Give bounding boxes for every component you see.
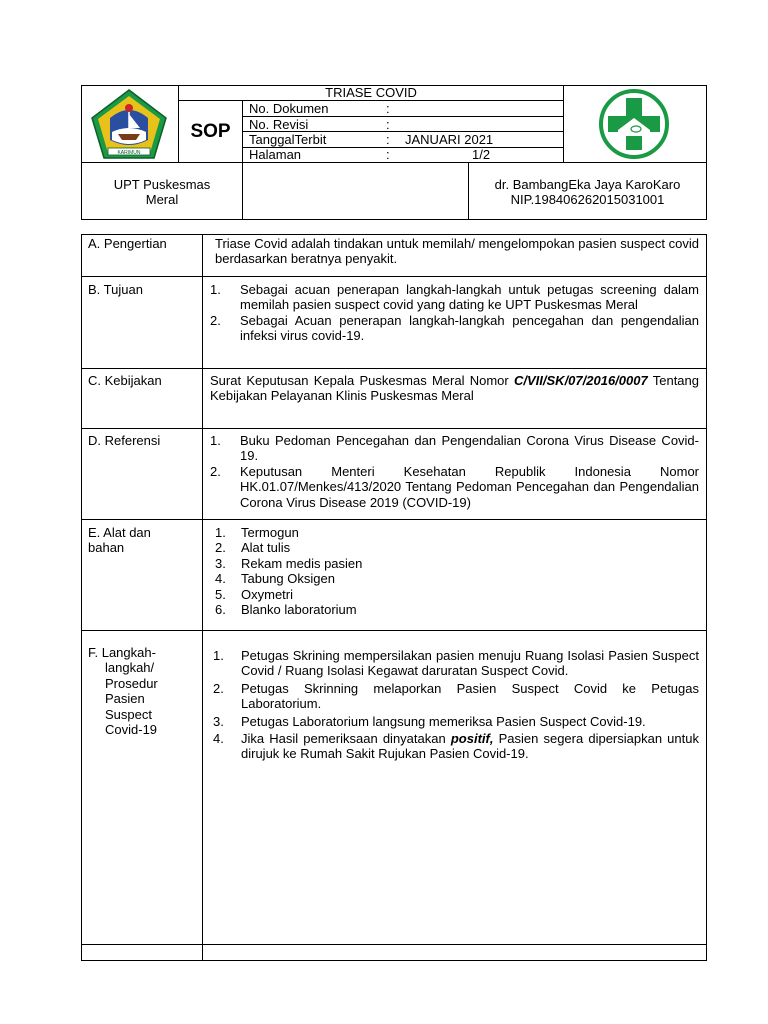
list-item: 4. Tabung Oksigen xyxy=(215,571,335,587)
section-a-text: Triase Covid adalah tindakan untuk memilah/ mengelompokan pasien suspect covid berdasarkan beratnya penyakit. xyxy=(215,236,699,267)
org-name-line2: Meral xyxy=(145,192,179,207)
puskesmas-logo xyxy=(596,88,672,160)
org-name-line1: UPT Puskesmas xyxy=(113,177,211,192)
svg-text:KARIMUN: KARIMUN xyxy=(117,150,141,156)
section-f-list xyxy=(213,648,699,762)
document-title: TRIASE COVID xyxy=(325,85,417,100)
list-item: 2. Alat tulis xyxy=(215,540,291,556)
issue-date-value: JANUARI 2021 xyxy=(405,132,494,147)
section-d-list xyxy=(210,433,699,510)
list-item: 3. Petugas Laboratorium langsung memeriksa Pasien Suspect Covid-19. xyxy=(213,713,646,729)
list-item: 3. Rekam medis pasien xyxy=(215,555,363,571)
list-item: 1. Termogun xyxy=(215,525,299,540)
head-name: dr. BambangEka Jaya KaroKaro xyxy=(494,177,681,192)
revision-label: No. Revisi xyxy=(249,117,309,132)
positive-keyword: positif, xyxy=(450,731,494,747)
section-f-label: F. Langkah- langkah/ Prosedur Pasien Suspect Covid-19 xyxy=(88,645,158,738)
doc-number-label: No. Dokumen xyxy=(249,101,329,116)
list-item: 2. Sebagai Acuan penerapan langkah-langkah pencegahan dan pengendalian infeksi virus covid-19. xyxy=(210,312,699,344)
section-b-label: B. Tujuan xyxy=(88,282,143,297)
section-e-label: E. Alat dan bahan xyxy=(88,525,151,556)
org-name xyxy=(82,177,242,207)
list-item: 2. Keputusan Menteri Kesehatan Republik Indonesia Nomor HK.01.07/Menkes/413/2020 Tentang Pedoman Pencegahan dan Pengendalian Corona Virus Disease 2019 (COVID-19) xyxy=(210,463,699,510)
section-d-label: D. Referensi xyxy=(88,433,161,448)
head-nip: NIP.198406262015031001 xyxy=(510,192,665,207)
list-item: 4. Jika Hasil pemeriksaan dinyatakan positif, Pasien segera dipersiapkan untuk dirujuk ke Rumah Sakit Rujukan Pasien Covid-19. xyxy=(213,731,699,762)
issue-date-label: TanggalTerbit xyxy=(249,132,327,147)
doc-number-sep: : xyxy=(386,101,390,116)
regency-emblem-logo xyxy=(88,88,170,160)
page-sep: : xyxy=(386,147,390,162)
list-item: 5. Oxymetri xyxy=(215,586,293,602)
decree-number: C/VII/SK/07/2016/0007 xyxy=(514,373,648,388)
section-c-text: Surat Keputusan Kepala Puskesmas Meral Nomor C/VII/SK/07/2016/0007 Tentang Kebijakan Pelayanan Klinis Puskesmas Meral xyxy=(210,373,699,404)
list-item: 1. Petugas Skrining mempersilakan pasien menuju Ruang Isolasi Pasien Suspect Covid / Ruang Isolasi Kegawat daruratan Suspect Covid. xyxy=(213,648,699,679)
issue-date-sep: : xyxy=(386,132,390,147)
list-item: 1. Sebagai acuan penerapan langkah-langkah untuk petugas screening dalam memilah pasien suspect covid yang dating ke UPT Puskesmas Meral xyxy=(210,282,699,313)
section-a-label: A. Pengertian xyxy=(88,236,167,251)
list-item: 1. Buku Pedoman Pencegahan dan Pengendalian Corona Virus Disease Covid-19. xyxy=(210,433,699,464)
section-c-label: C. Kebijakan xyxy=(88,373,162,388)
sop-label: SOP xyxy=(190,121,231,142)
list-item: 6. Blanko laboratorium xyxy=(215,602,357,618)
page-value: 1/2 xyxy=(472,147,491,162)
head-of-center xyxy=(469,177,706,207)
revision-sep: : xyxy=(386,117,390,132)
list-item: 2. Petugas Skrinning melaporkan Pasien Suspect Covid ke Petugas Laboratorium. xyxy=(213,680,699,712)
section-b-list xyxy=(210,282,699,344)
section-e-list xyxy=(215,525,699,617)
page-label: Halaman xyxy=(249,147,302,162)
